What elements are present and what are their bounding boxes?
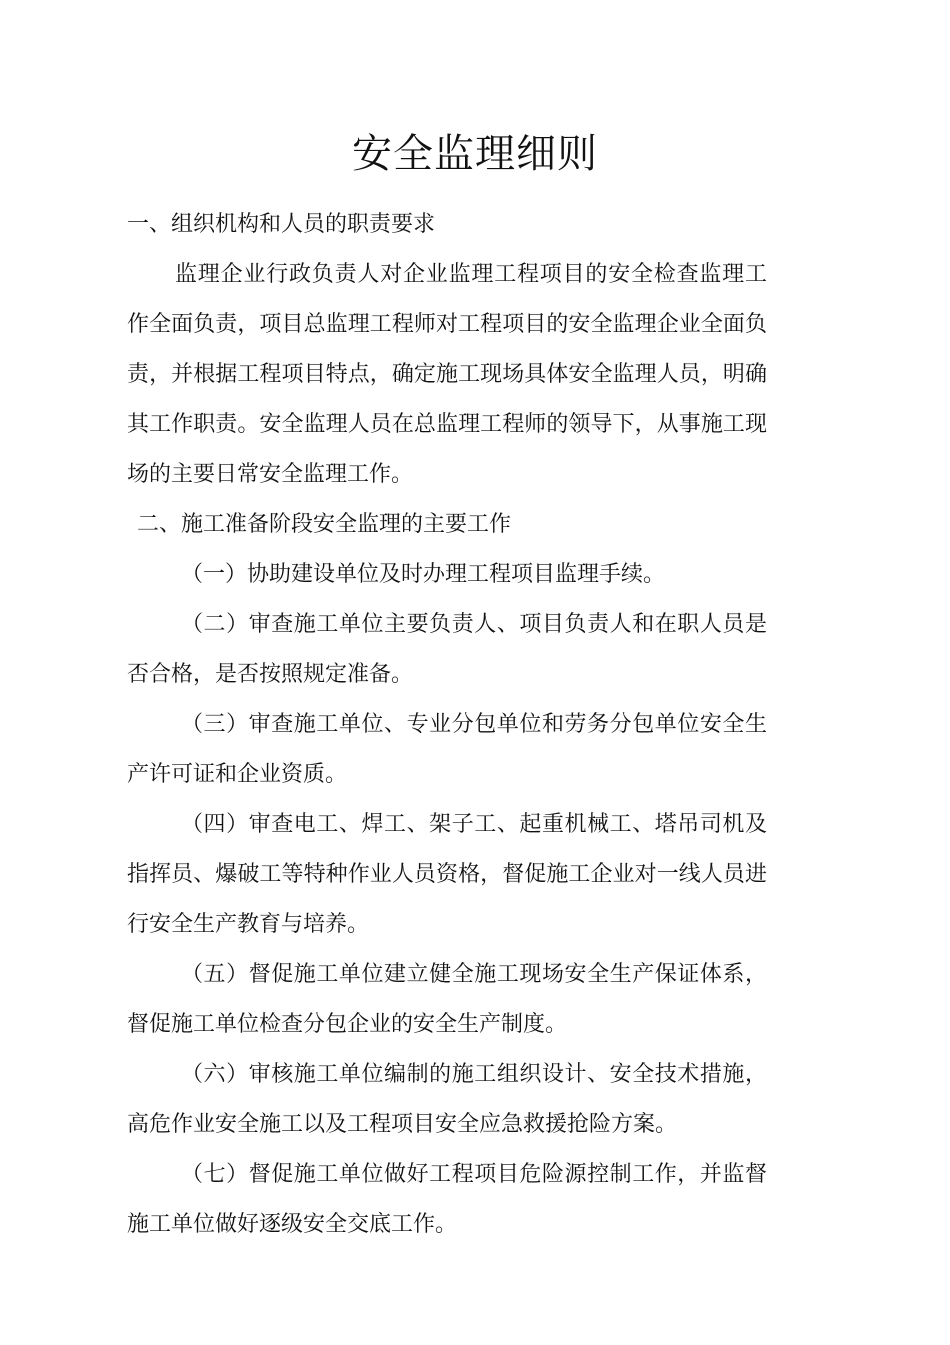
section-heading-2: 二、施工准备阶段安全监理的主要工作 [137,512,512,537]
list-item: （四）审查电工、焊工、架子工、起重机械工、塔吊司机及指挥员、爆破工等特种作业人员资格，督促施工企业对一线人员进行安全生产教育与培养。 [127,812,767,937]
list-item: （一）协助建设单位及时办理工程项目监理手续。 [181,562,666,587]
list-item: （五）督促施工单位建立健全施工现场安全生产保证体系，督促施工单位检查分包企业的安全生产制度。 [127,962,767,1037]
list-item: （七）督促施工单位做好工程项目危险源控制工作，并监督施工单位做好逐级安全交底工作。 [127,1162,767,1237]
section-paragraph-1: 监理企业行政负责人对企业监理工程项目的安全检查监理工作全面负责，项目总监理工程师对工程项目的安全监理企业全面负责，并根据工程项目特点，确定施工现场具体安全监理人员，明确其工作职责。安全监理人员在总监理工程师的领导下，从事施工现场的主要日常安全监理工作。 [127,262,767,487]
list-item: （六）审核施工单位编制的施工组织设计、安全技术措施，高危作业安全施工以及工程项目安全应急救援抢险方案。 [127,1062,767,1137]
list-item: （二）审查施工单位主要负责人、项目负责人和在职人员是否合格，是否按照规定准备。 [127,612,767,687]
document-title: 安全监理细则 [352,131,598,177]
section-heading-1: 一、组织机构和人员的职责要求 [127,212,436,237]
document-body [127,200,767,1250]
list-item: （三）审查施工单位、专业分包单位和劳务分包单位安全生产许可证和企业资质。 [127,712,767,787]
